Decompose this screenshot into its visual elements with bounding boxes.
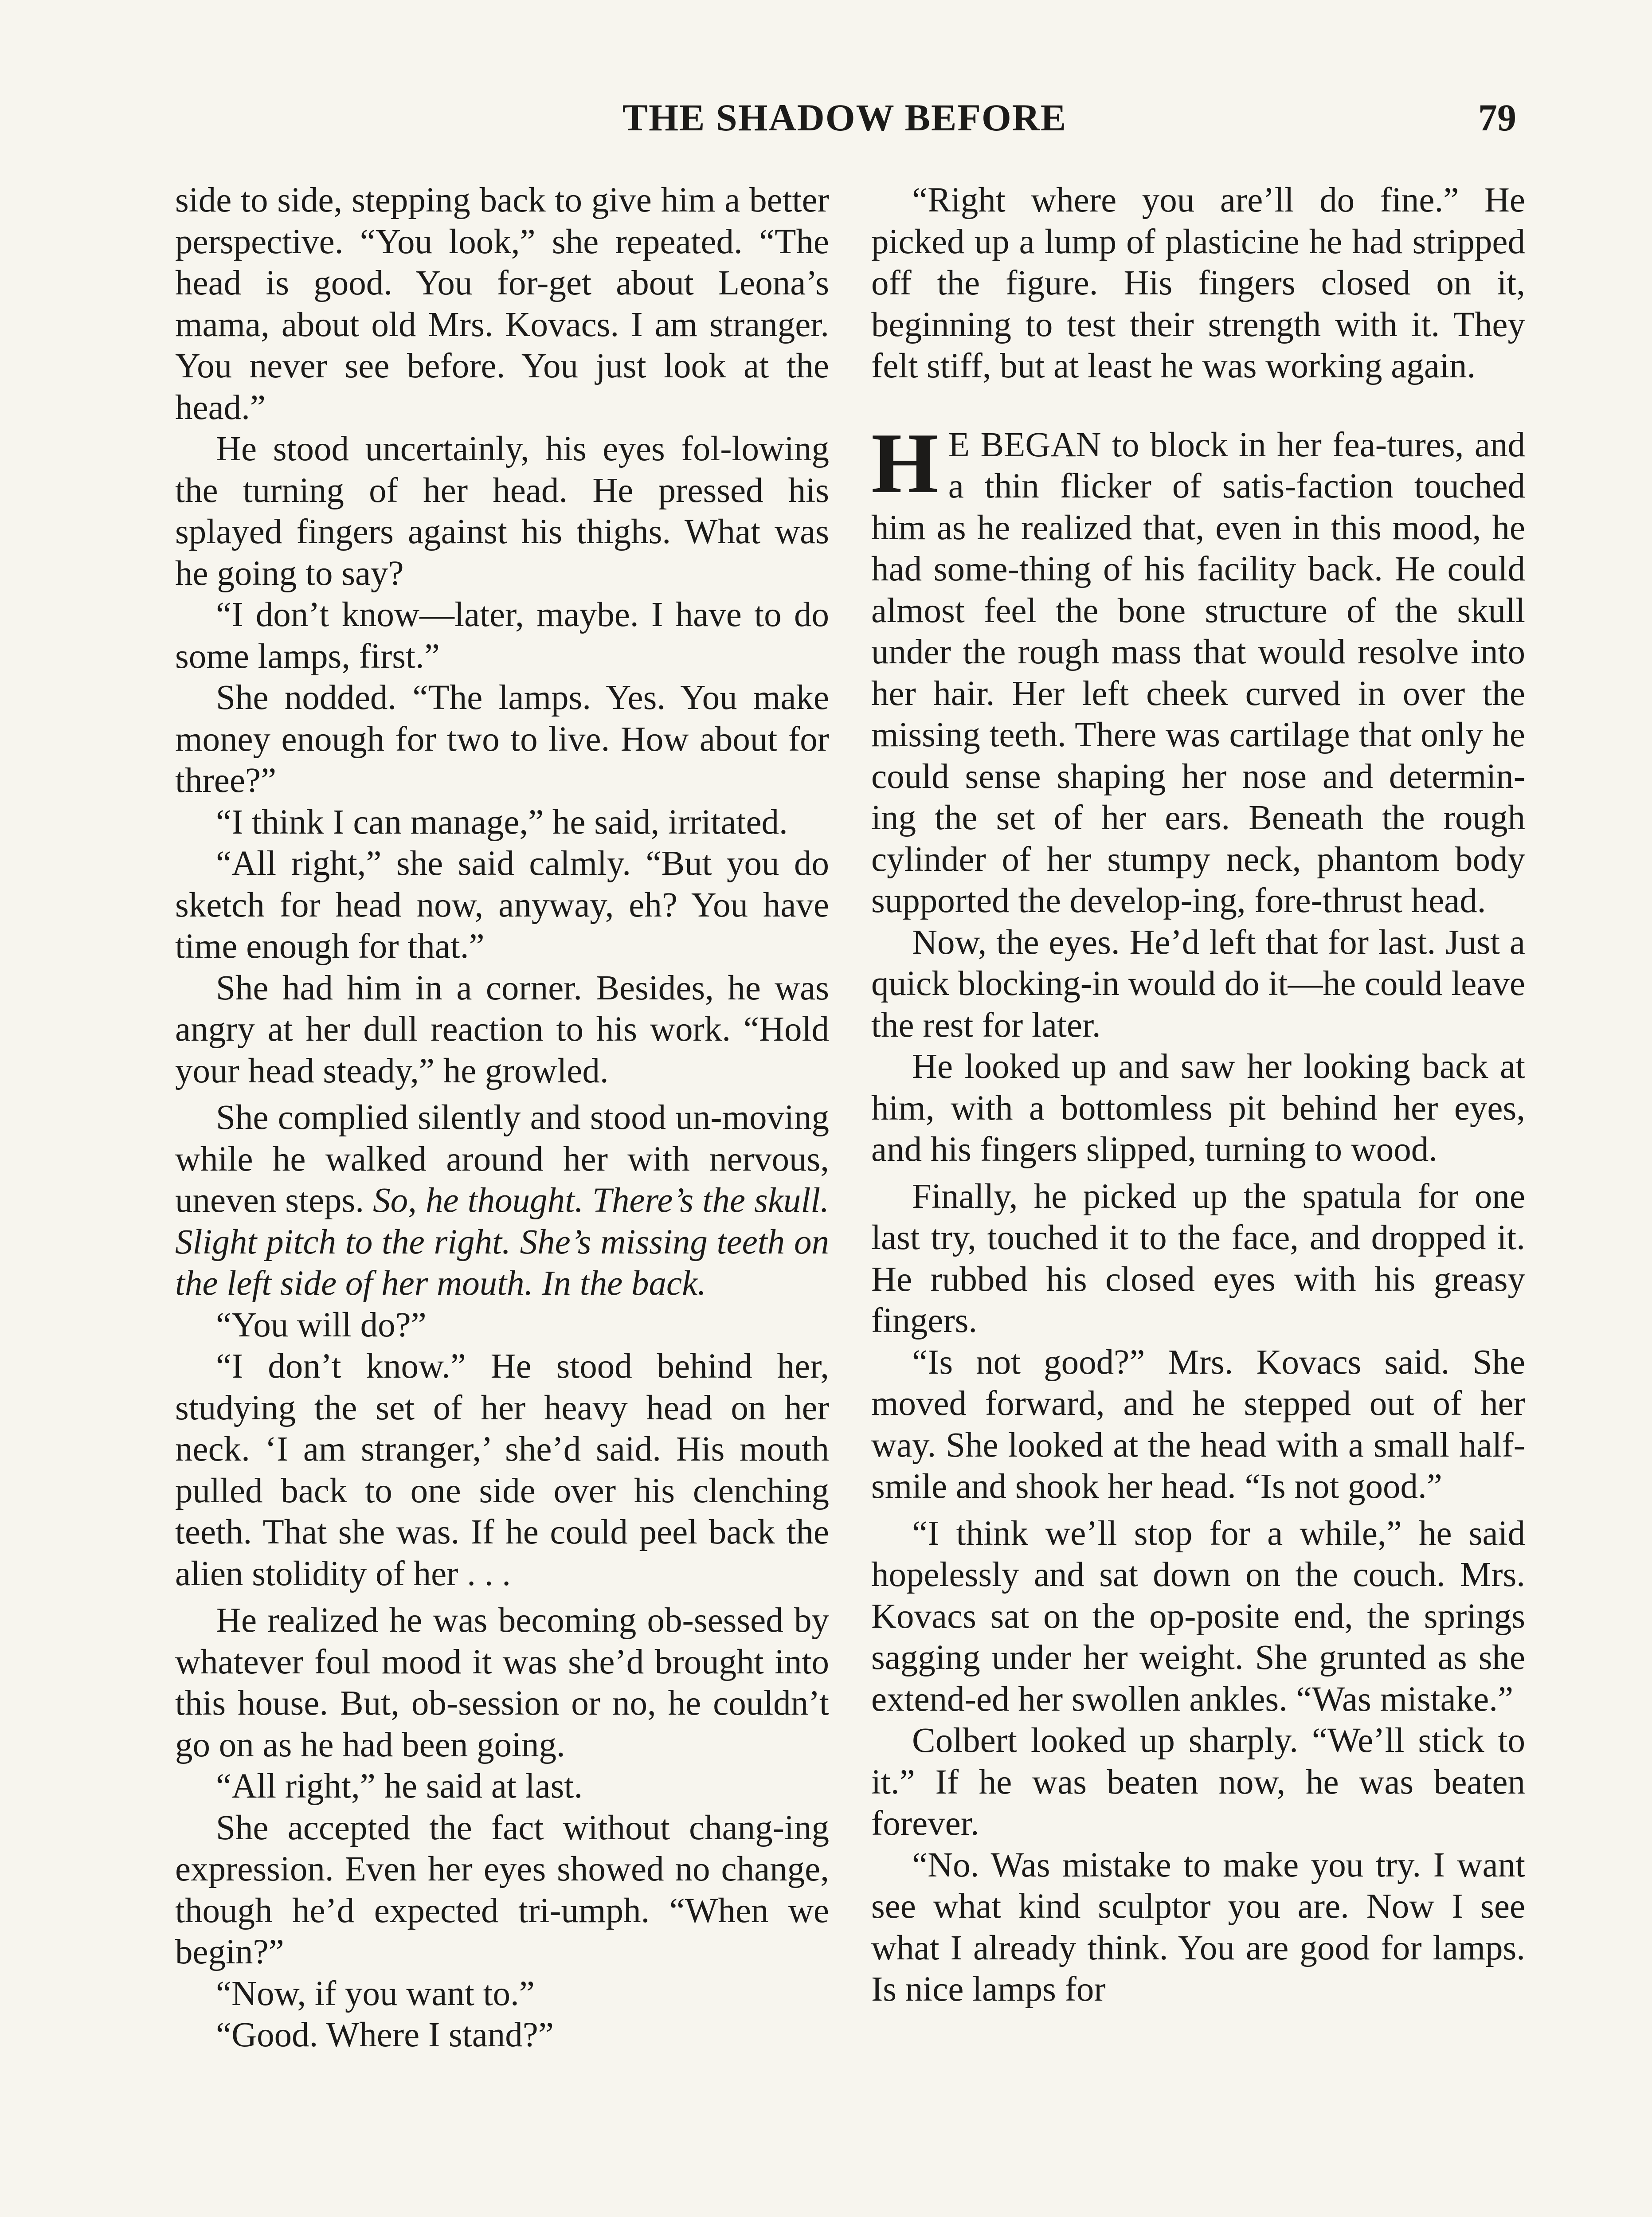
italic-thought-text: So, he thought. There’s the skull. Slight pitch to the right. She’s missing teeth on the left side of her mouth. In the back.: [175, 1181, 829, 1303]
paragraph-text: “I don’t know—later, maybe. I have to do some lamps, first.”: [175, 595, 829, 676]
body-paragraph: [175, 1807, 829, 1973]
paragraph-text: “Now, if you want to.”: [216, 1974, 535, 2013]
paragraph-text: He stood uncertainly, his eyes fol-lowing the turning of her head. He pressed his splayed fingers against his thighs. What was he going to say?: [175, 430, 829, 593]
body-paragraph: [871, 180, 1525, 387]
paragraph-text: “Right where you are’ll do fine.” He picked up a lump of plasticine he had stripped off the figure. His fingers closed on it, beginning to test their strength with it. They felt stiff, but at least he was working again.: [871, 181, 1525, 385]
paragraph-text: Finally, he picked up the spatula for one last try, touched it to the face, and dropped it. He rubbed his closed eyes with his greasy fingers.: [871, 1177, 1525, 1340]
body-paragraph: [175, 1097, 829, 1304]
body-paragraph: [175, 677, 829, 802]
body-paragraph: [175, 594, 829, 677]
body-paragraph: [871, 922, 1525, 1046]
paragraph-text: “I think we’ll stop for a while,” he said hopelessly and sat down on the couch. Mrs. Kovacs sat on the op-posite end, the springs sagging under her weight. She grunted as she extend-ed her swollen ankles. “Was mistake.”: [871, 1514, 1525, 1719]
paragraph-text: “All right,” he said at last.: [216, 1767, 583, 1806]
paragraph-text: E BEGAN to block in her fea-tures, and a thin flicker of satis-faction touched him as he realized that, even in this mood, he had some-thing of his facility back. He could almost feel the bone structure of the skull under the rough mass that would resolve into her hair. Her left cheek curved in over the missing teeth. There was cartilage that only he could sense shaping her nose and determin-ing the set of her ears. Beneath the rough cylinder of her stumpy neck, phantom body supported the develop-ing, fore-thrust head.: [871, 425, 1525, 920]
body-paragraph: [175, 180, 829, 428]
paragraph-text: “No. Was mistake to make you try. I want see what kind sculptor you are. Now I see what I already think. You are good for lamps. Is nice lamps for: [871, 1845, 1525, 2009]
running-head: [173, 91, 1516, 144]
paragraph-text: side to side, stepping back to give him a better perspective. “You look,” she repeated. “The head is good. You for-get about Leona’s mama, about old Mrs. Kovacs. I am stranger. You never see before. You just look at the head.”: [175, 181, 829, 427]
paragraph-text: “Is not good?” Mrs. Kovacs said. She moved forward, and he stepped out of her way. She looked at the head with a small half-smile and shook her head. “Is not good.”: [871, 1343, 1525, 1506]
paragraph-text: She complied silently and stood un-moving while he walked around her with nervous, uneven steps.: [175, 1098, 829, 1220]
body-paragraph: [175, 1766, 829, 1807]
paragraph-text: She had him in a corner. Besides, he was angry at her dull reaction to his work. “Hold your head steady,” he growled.: [175, 968, 829, 1090]
body-paragraph: [175, 428, 829, 594]
body-paragraph: [175, 2014, 829, 2056]
body-paragraph: [175, 1346, 829, 1594]
paragraph-text: Colbert looked up sharply. “We’ll stick to it.” If he was beaten now, he was beaten forever.: [871, 1721, 1525, 1843]
body-paragraph: [175, 843, 829, 967]
body-paragraph: [175, 802, 829, 843]
drop-cap: H: [871, 415, 939, 511]
body-paragraph: [871, 415, 1525, 922]
body-paragraph: [871, 1342, 1525, 1508]
body-paragraph: [175, 1973, 829, 2015]
body-paragraph: [871, 1845, 1525, 2010]
paragraph-text: He looked up and saw her looking back at him, with a bottomless pit behind her eyes, and his fingers slipped, turning to wood.: [871, 1047, 1525, 1169]
body-paragraph: [871, 1720, 1525, 1845]
paragraph-text: “Good. Where I stand?”: [216, 2016, 554, 2054]
body-paragraph: [175, 1304, 829, 1346]
body-paragraph: [871, 1513, 1525, 1720]
paragraph-text: “I think I can manage,” he said, irritated.: [216, 803, 788, 842]
paragraph-text: He realized he was becoming ob-sessed by whatever foul mood it was she’d brought into this house. But, ob-session or no, he couldn’t go on as he had been going.: [175, 1601, 829, 1764]
body-paragraph: [175, 967, 829, 1092]
body-paragraph: [871, 1046, 1525, 1171]
page-number: 79: [1478, 96, 1516, 139]
paragraph-text: She nodded. “The lamps. Yes. You make money enough for two to live. How about for three?”: [175, 678, 829, 800]
left-column: [175, 180, 829, 2056]
body-paragraph: [871, 1176, 1525, 1342]
paragraph-text: “I don’t know.” He stood behind her, studying the set of her heavy head on her neck. ‘I am stranger,’ she’d said. His mouth pulled back to one side over his clenching teeth. That she was. If he could peel back the alien stolidity of her . . .: [175, 1347, 829, 1593]
paragraph-text: “All right,” she said calmly. “But you do sketch for head now, anyway, eh? You have time enough for that.”: [175, 844, 829, 966]
paragraph-text: “You will do?”: [216, 1305, 427, 1344]
story-title: THE SHADOW BEFORE: [622, 96, 1067, 139]
paragraph-text: She accepted the fact without chang-ing expression. Even her eyes showed no change, though he’d expected tri-umph. “When we begin?”: [175, 1808, 829, 1971]
right-column: [871, 180, 1525, 2010]
body-paragraph: [175, 1600, 829, 1766]
paragraph-text: Now, the eyes. He’d left that for last. Just a quick blocking-in would do it—he could leave the rest for later.: [871, 923, 1525, 1045]
